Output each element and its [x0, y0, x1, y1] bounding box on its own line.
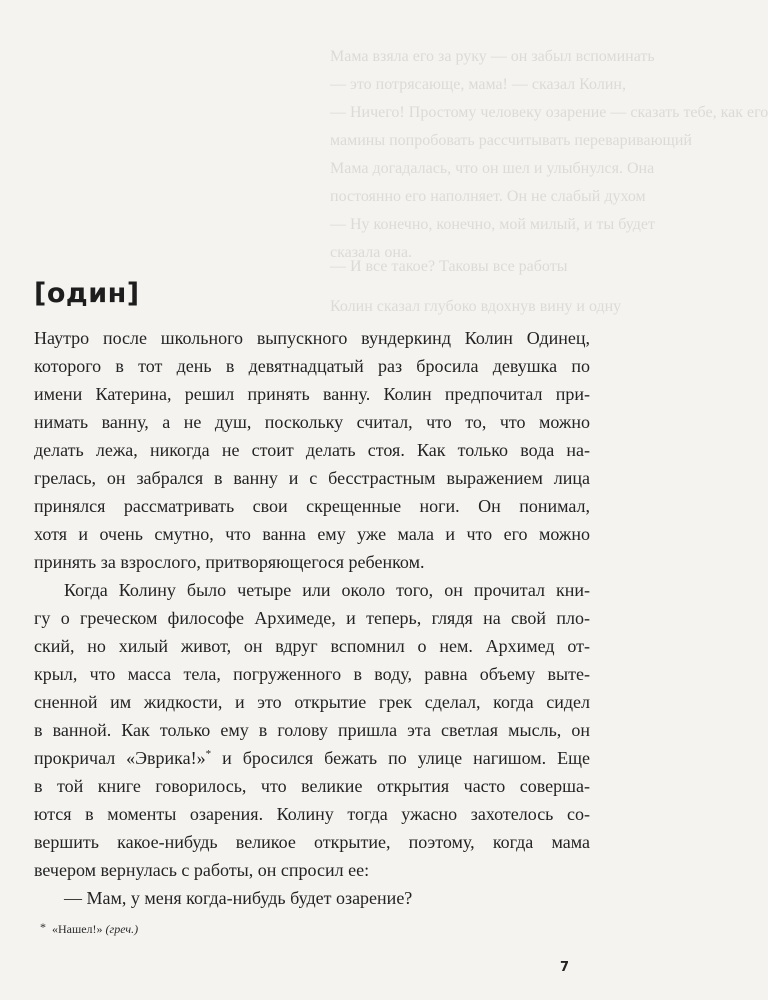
bleed-line: — это потрясающе, мама! — сказал Колин, [330, 76, 626, 93]
bleed-line: мамины попробовать рассчитывать переваривающий [330, 132, 692, 149]
page-number: 7 [560, 960, 570, 975]
footnote-divider [34, 846, 154, 847]
text-line: крыл, что масса тела, погруженного в воду, равна объему выте- [34, 664, 590, 684]
text-line: имени Катерина, решил принять ванну. Колин предпочитал при- [34, 384, 590, 404]
footnote-marker: * [40, 920, 46, 934]
eureka-continuation: и бросился бежать по улице нагишом. Еще [211, 748, 590, 768]
eureka-text: прокричал «Эврика!» [34, 748, 206, 768]
text-line: в той книге говорилось, что великие открытия часто соверша- [34, 776, 590, 796]
bleed-line: Мама взяла его за руку — он забыл вспоминать [330, 48, 655, 65]
footnote-reference: * [205, 748, 212, 760]
text-line: делать лежа, никогда не стоит делать стоя. Как только вода на- [34, 440, 590, 460]
text-line: Когда Колину было четыре или около того, он прочитал кни- [64, 580, 590, 600]
text-line: вечером вернулась с работы, он спросил ее: [34, 860, 370, 880]
bleed-line: — И все такое? Таковы все работы [330, 258, 568, 275]
text-line: которого в тот день в девятнадцатый раз бросила девушка по [34, 356, 590, 376]
bleed-line: сказала она. [330, 244, 413, 261]
text-line: вершить какое-нибудь великое открытие, поэтому, когда мама [34, 832, 590, 852]
text-line: Наутро после школьного выпускного вундеркинд Колин Одинец, [34, 328, 590, 348]
bleed-line: Колин сказал глубоко вдохнув вину и одну [330, 298, 622, 315]
footnote-gloss: (греч.) [105, 922, 139, 936]
text-line: принялся рассматривать свои скрещенные ноги. Он понимал, [34, 496, 590, 516]
bleed-line: постоянно его наполняет. Он не слабый духом [330, 188, 646, 205]
dialogue-line: — Мам, у меня когда-нибудь будет озарение? [64, 888, 413, 908]
text-line: грелась, он забрался в ванну и с бесстрастным выражением лица [34, 468, 590, 488]
text-line: принять за взрослого, притворяющегося ребенком. [34, 552, 425, 572]
text-line: ются в моменты озарения. Колину тогда ужасно захотелось со- [34, 804, 590, 824]
text-line-eureka [34, 748, 590, 769]
text-line: нимать ванну, а не душ, поскольку считал, что то, что можно [34, 412, 590, 432]
text-line: хотя и очень смутно, что ванна ему уже мала и что его можно [34, 524, 590, 544]
bleed-line: Мама догадалась, что он шел и улыбнулся. Она [330, 160, 655, 177]
footnote [40, 920, 139, 937]
text-line: гу о греческом философе Архимеде, и теперь, глядя на свой пло- [34, 608, 590, 628]
text-line: в ванной. Как только ему в голову пришла эта светлая мысль, он [34, 720, 590, 740]
bleed-line: — Ничего! Простому человеку озарение — сказать тебе, как его [330, 104, 768, 121]
bleed-line: — Ну конечно, конечно, мой милый, и ты будет [330, 216, 655, 233]
text-line: сненной им жидкости, и это открытие грек сделал, когда сидел [34, 692, 590, 712]
chapter-heading: [один] [34, 278, 140, 309]
footnote-text: «Нашел!» [52, 922, 103, 936]
text-line: ский, но хилый живот, он вдруг вспомнил о нем. Архимед от- [34, 636, 590, 656]
